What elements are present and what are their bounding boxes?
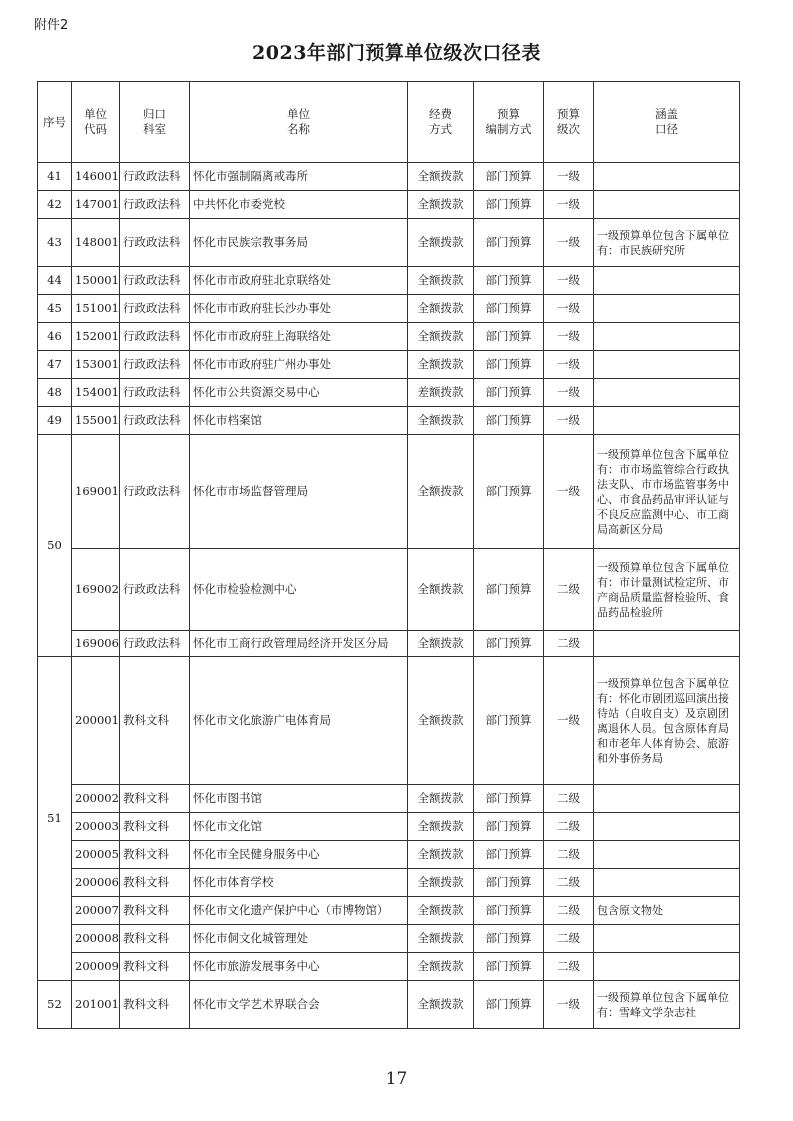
method-cell: 部门预算 xyxy=(474,295,544,323)
level-cell: 一级 xyxy=(544,379,594,407)
scope-cell xyxy=(594,631,740,657)
table-row xyxy=(38,897,740,925)
name-cell: 怀化市市政府驻长沙办事处 xyxy=(190,295,408,323)
fund-cell: 全额拨款 xyxy=(408,549,474,631)
table-row xyxy=(38,813,740,841)
name-cell: 怀化市市场监督管理局 xyxy=(190,435,408,549)
scope-cell xyxy=(594,295,740,323)
dept-cell: 教科文科 xyxy=(120,897,190,925)
table-row xyxy=(38,925,740,953)
method-cell: 部门预算 xyxy=(474,981,544,1029)
table-row xyxy=(38,267,740,295)
seq-cell: 47 xyxy=(38,351,72,379)
method-cell: 部门预算 xyxy=(474,267,544,295)
scope-cell: 一级预算单位包含下属单位有：市计量测试检定所、市产商品质量监督检验所、食品药品检验所 xyxy=(594,549,740,631)
seq-cell: 44 xyxy=(38,267,72,295)
dept-cell: 教科文科 xyxy=(120,869,190,897)
scope-cell xyxy=(594,953,740,981)
level-cell: 一级 xyxy=(544,219,594,267)
name-cell: 怀化市文化遗产保护中心（市博物馆） xyxy=(190,897,408,925)
fund-cell: 全额拨款 xyxy=(408,351,474,379)
table-row xyxy=(38,379,740,407)
fund-cell: 全额拨款 xyxy=(408,631,474,657)
fund-cell: 全额拨款 xyxy=(408,191,474,219)
fund-cell: 全额拨款 xyxy=(408,869,474,897)
fund-cell: 全额拨款 xyxy=(408,435,474,549)
level-cell: 二级 xyxy=(544,631,594,657)
level-cell: 二级 xyxy=(544,869,594,897)
level-cell: 一级 xyxy=(544,295,594,323)
table-row xyxy=(38,785,740,813)
dept-cell: 行政政法科 xyxy=(120,267,190,295)
code-cell: 200006 xyxy=(72,869,120,897)
code-cell: 200007 xyxy=(72,897,120,925)
level-cell: 一级 xyxy=(544,435,594,549)
level-cell: 一级 xyxy=(544,351,594,379)
code-cell: 146001 xyxy=(72,163,120,191)
code-cell: 147001 xyxy=(72,191,120,219)
code-cell: 201001 xyxy=(72,981,120,1029)
fund-cell: 全额拨款 xyxy=(408,407,474,435)
code-cell: 152001 xyxy=(72,323,120,351)
code-cell: 200003 xyxy=(72,813,120,841)
fund-cell: 全额拨款 xyxy=(408,785,474,813)
method-cell: 部门预算 xyxy=(474,191,544,219)
seq-cell: 43 xyxy=(38,219,72,267)
level-cell: 一级 xyxy=(544,407,594,435)
seq-cell: 51 xyxy=(38,657,72,981)
table-row xyxy=(38,323,740,351)
scope-cell: 一级预算单位包含下属单位有：市市场监管综合行政执法支队、市市场监管事务中心、市食品药品审评认证与不良反应监测中心、市工商局高新区分局 xyxy=(594,435,740,549)
code-cell: 151001 xyxy=(72,295,120,323)
level-cell: 二级 xyxy=(544,925,594,953)
level-cell: 二级 xyxy=(544,813,594,841)
dept-cell: 教科文科 xyxy=(120,925,190,953)
method-cell: 部门预算 xyxy=(474,549,544,631)
name-cell: 怀化市体育学校 xyxy=(190,869,408,897)
level-cell: 二级 xyxy=(544,785,594,813)
header-level: 预算 级次 xyxy=(544,82,594,163)
level-cell: 一级 xyxy=(544,657,594,785)
method-cell: 部门预算 xyxy=(474,163,544,191)
header-dept: 归口 科室 xyxy=(120,82,190,163)
dept-cell: 行政政法科 xyxy=(120,407,190,435)
method-cell: 部门预算 xyxy=(474,435,544,549)
table-row xyxy=(38,549,740,631)
fund-cell: 全额拨款 xyxy=(408,841,474,869)
scope-cell xyxy=(594,407,740,435)
dept-cell: 行政政法科 xyxy=(120,163,190,191)
table-row xyxy=(38,981,740,1029)
table-row xyxy=(38,219,740,267)
code-cell: 154001 xyxy=(72,379,120,407)
fund-cell: 全额拨款 xyxy=(408,219,474,267)
name-cell: 怀化市图书馆 xyxy=(190,785,408,813)
scope-cell xyxy=(594,323,740,351)
header-seq: 序号 xyxy=(38,82,72,163)
code-cell: 155001 xyxy=(72,407,120,435)
method-cell: 部门预算 xyxy=(474,657,544,785)
scope-cell xyxy=(594,869,740,897)
fund-cell: 全额拨款 xyxy=(408,813,474,841)
scope-cell: 包含原文物处 xyxy=(594,897,740,925)
name-cell: 怀化市文化旅游广电体育局 xyxy=(190,657,408,785)
method-cell: 部门预算 xyxy=(474,219,544,267)
dept-cell: 教科文科 xyxy=(120,953,190,981)
scope-cell: 一级预算单位包含下属单位有：雪峰文学杂志社 xyxy=(594,981,740,1029)
name-cell: 怀化市档案馆 xyxy=(190,407,408,435)
name-cell: 中共怀化市委党校 xyxy=(190,191,408,219)
method-cell: 部门预算 xyxy=(474,841,544,869)
table-row xyxy=(38,295,740,323)
name-cell: 怀化市旅游发展事务中心 xyxy=(190,953,408,981)
name-cell: 怀化市强制隔离戒毒所 xyxy=(190,163,408,191)
method-cell: 部门预算 xyxy=(474,379,544,407)
method-cell: 部门预算 xyxy=(474,869,544,897)
method-cell: 部门预算 xyxy=(474,407,544,435)
scope-cell: 一级预算单位包含下属单位有：市民族研究所 xyxy=(594,219,740,267)
name-cell: 怀化市全民健身服务中心 xyxy=(190,841,408,869)
table-row xyxy=(38,631,740,657)
name-cell: 怀化市检验检测中心 xyxy=(190,549,408,631)
dept-cell: 行政政法科 xyxy=(120,295,190,323)
table-row xyxy=(38,657,740,785)
level-cell: 二级 xyxy=(544,549,594,631)
seq-cell: 49 xyxy=(38,407,72,435)
name-cell: 怀化市民族宗教事务局 xyxy=(190,219,408,267)
fund-cell: 全额拨款 xyxy=(408,897,474,925)
dept-cell: 教科文科 xyxy=(120,785,190,813)
fund-cell: 全额拨款 xyxy=(408,657,474,785)
code-cell: 200001 xyxy=(72,657,120,785)
name-cell: 怀化市市政府驻上海联络处 xyxy=(190,323,408,351)
code-cell: 200002 xyxy=(72,785,120,813)
method-cell: 部门预算 xyxy=(474,925,544,953)
level-cell: 二级 xyxy=(544,841,594,869)
scope-cell xyxy=(594,267,740,295)
table-row xyxy=(38,191,740,219)
scope-cell xyxy=(594,785,740,813)
seq-cell: 42 xyxy=(38,191,72,219)
header-scope: 涵盖 口径 xyxy=(594,82,740,163)
dept-cell: 教科文科 xyxy=(120,813,190,841)
fund-cell: 全额拨款 xyxy=(408,163,474,191)
seq-cell: 46 xyxy=(38,323,72,351)
page-number: 17 xyxy=(385,1069,408,1089)
header-unit: 单位 名称 xyxy=(190,82,408,163)
scope-cell xyxy=(594,191,740,219)
level-cell: 一级 xyxy=(544,163,594,191)
fund-cell: 全额拨款 xyxy=(408,323,474,351)
name-cell: 怀化市工商行政管理局经济开发区分局 xyxy=(190,631,408,657)
scope-cell: 一级预算单位包含下属单位有：怀化市剧团巡回演出接待站（自收自支）及京剧团离退休人员。包含原体育局和市老年人体育协会、旅游和外事侨务局 xyxy=(594,657,740,785)
header-fund: 经费 方式 xyxy=(408,82,474,163)
scope-cell xyxy=(594,351,740,379)
header-row xyxy=(38,82,740,163)
scope-cell xyxy=(594,925,740,953)
code-cell: 200009 xyxy=(72,953,120,981)
code-cell: 169002 xyxy=(72,549,120,631)
header-method: 预算 编制方式 xyxy=(474,82,544,163)
code-cell: 169001 xyxy=(72,435,120,549)
level-cell: 一级 xyxy=(544,191,594,219)
dept-cell: 行政政法科 xyxy=(120,631,190,657)
name-cell: 怀化市文学艺术界联合会 xyxy=(190,981,408,1029)
code-cell: 169006 xyxy=(72,631,120,657)
scope-cell xyxy=(594,841,740,869)
fund-cell: 全额拨款 xyxy=(408,981,474,1029)
budget-level-table xyxy=(37,81,740,1029)
method-cell: 部门预算 xyxy=(474,953,544,981)
dept-cell: 教科文科 xyxy=(120,981,190,1029)
code-cell: 150001 xyxy=(72,267,120,295)
dept-cell: 行政政法科 xyxy=(120,191,190,219)
dept-cell: 行政政法科 xyxy=(120,323,190,351)
fund-cell: 全额拨款 xyxy=(408,953,474,981)
dept-cell: 行政政法科 xyxy=(120,435,190,549)
dept-cell: 行政政法科 xyxy=(120,379,190,407)
name-cell: 怀化市文化馆 xyxy=(190,813,408,841)
fund-cell: 差额拨款 xyxy=(408,379,474,407)
table-row xyxy=(38,953,740,981)
dept-cell: 行政政法科 xyxy=(120,219,190,267)
page-title: 2023年部门预算单位级次口径表 xyxy=(252,42,541,64)
scope-cell xyxy=(594,379,740,407)
method-cell: 部门预算 xyxy=(474,785,544,813)
fund-cell: 全额拨款 xyxy=(408,295,474,323)
table-row xyxy=(38,869,740,897)
method-cell: 部门预算 xyxy=(474,631,544,657)
dept-cell: 教科文科 xyxy=(120,657,190,785)
code-cell: 200005 xyxy=(72,841,120,869)
level-cell: 一级 xyxy=(544,267,594,295)
table-row xyxy=(38,407,740,435)
level-cell: 二级 xyxy=(544,953,594,981)
table-row xyxy=(38,351,740,379)
level-cell: 一级 xyxy=(544,323,594,351)
seq-cell: 45 xyxy=(38,295,72,323)
scope-cell xyxy=(594,163,740,191)
level-cell: 二级 xyxy=(544,897,594,925)
dept-cell: 行政政法科 xyxy=(120,549,190,631)
table-row xyxy=(38,841,740,869)
fund-cell: 全额拨款 xyxy=(408,267,474,295)
seq-cell: 52 xyxy=(38,981,72,1029)
table-row xyxy=(38,435,740,549)
method-cell: 部门预算 xyxy=(474,323,544,351)
name-cell: 怀化市市政府驻北京联络处 xyxy=(190,267,408,295)
name-cell: 怀化市市政府驻广州办事处 xyxy=(190,351,408,379)
scope-cell xyxy=(594,813,740,841)
name-cell: 怀化市侗文化城管理处 xyxy=(190,925,408,953)
method-cell: 部门预算 xyxy=(474,813,544,841)
name-cell: 怀化市公共资源交易中心 xyxy=(190,379,408,407)
header-code: 单位 代码 xyxy=(72,82,120,163)
seq-cell: 50 xyxy=(38,435,72,657)
code-cell: 153001 xyxy=(72,351,120,379)
dept-cell: 行政政法科 xyxy=(120,351,190,379)
table-row xyxy=(38,163,740,191)
seq-cell: 41 xyxy=(38,163,72,191)
attachment-label: 附件2 xyxy=(34,18,69,33)
method-cell: 部门预算 xyxy=(474,897,544,925)
code-cell: 200008 xyxy=(72,925,120,953)
level-cell: 一级 xyxy=(544,981,594,1029)
code-cell: 148001 xyxy=(72,219,120,267)
method-cell: 部门预算 xyxy=(474,351,544,379)
seq-cell: 48 xyxy=(38,379,72,407)
fund-cell: 全额拨款 xyxy=(408,925,474,953)
dept-cell: 教科文科 xyxy=(120,841,190,869)
